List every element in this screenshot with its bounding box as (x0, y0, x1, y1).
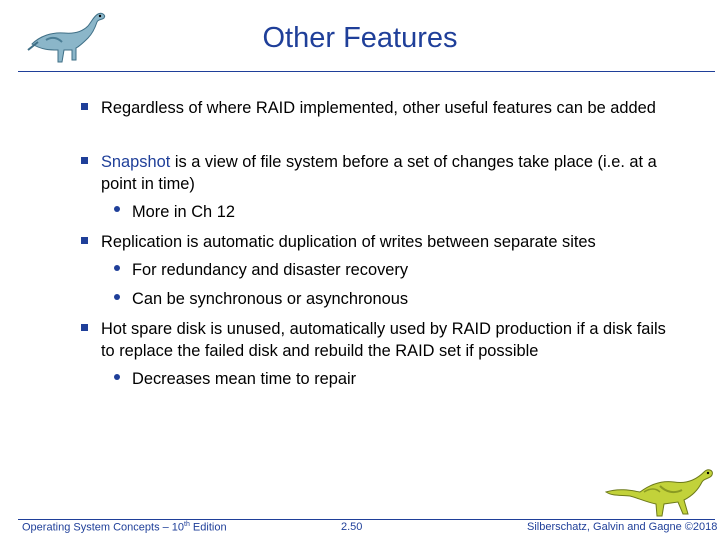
dinosaur-logo-bottom-icon (604, 462, 716, 520)
bullet-marker (81, 324, 88, 331)
sub-bullet-marker (114, 265, 120, 271)
sub-bullet-text: Can be synchronous or asynchronous (132, 290, 409, 308)
sub-bullet-marker (114, 294, 120, 300)
sub-bullet-text: For redundancy and disaster recovery (132, 261, 409, 279)
bullet-marker (81, 237, 88, 244)
footer-edition-text: Edition (189, 521, 227, 534)
bullet-marker (81, 103, 88, 110)
bullet-text: Replication is automatic duplication of writes between separate sites (101, 233, 596, 251)
slide-title: Other Features (262, 22, 458, 54)
bullet-text: Hot spare disk is unused, automatically used by RAID production if a disk fails to replace the failed disk and rebuild the RAID set if possible (101, 320, 666, 360)
footer-divider (18, 519, 715, 520)
footer-superscript: th (184, 521, 190, 528)
page-number: 2.50 (341, 521, 363, 533)
title-divider (18, 71, 715, 72)
footer-authors: Silberschatz, Galvin and Gagne ©2018 (527, 521, 718, 533)
bullet-marker (81, 157, 88, 164)
bullet-text (101, 151, 681, 195)
bullet-text-rest: is a view of file system before a set of changes take place (i.e. at a point in time) (101, 153, 657, 193)
sub-bullet-text: Decreases mean time to repair (132, 370, 357, 388)
snapshot-term: Snapshot (101, 153, 171, 171)
bullet-text: Regardless of where RAID implemented, other useful features can be added (101, 99, 656, 117)
footer-book-title-text: Operating System Concepts – 10 (22, 521, 185, 534)
sub-bullet-text: More in Ch 12 (132, 203, 235, 221)
footer-book-title (22, 521, 227, 534)
sub-bullet-marker (114, 374, 120, 380)
sub-bullet-marker (114, 206, 120, 212)
